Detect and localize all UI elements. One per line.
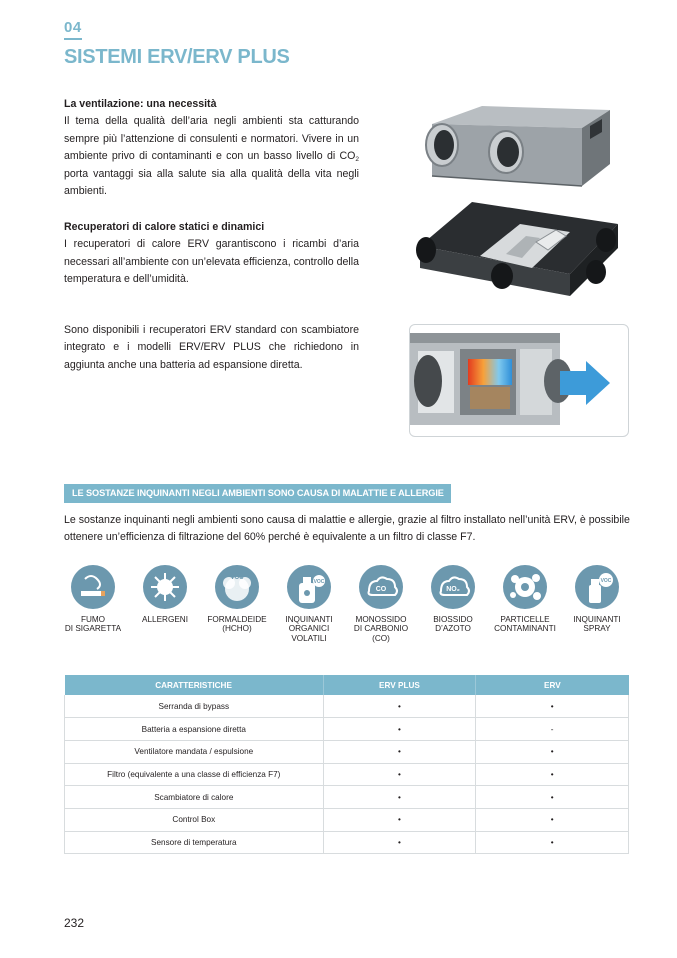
section-number: 04 [64,19,82,36]
pollutant-label: INQUINANTI ORGANICI VOLATILI [285,615,333,643]
no2-icon [431,565,475,609]
pollutant-label: INQUINANTI SPRAY [573,615,621,634]
erv-cutaway-drawing [410,325,629,437]
table-row [65,786,629,809]
formaldehyde-icon [215,565,259,609]
pollutant-item-voc [269,565,349,643]
header-features: CARATTERISTICHE [65,675,324,695]
paragraph-text-continued: porta vantaggi sia alla salute sia alla qualità della vita negli ambienti. [64,167,359,198]
erv-unit-image [410,102,620,188]
header-erv-plus: ERV PLUS [323,675,476,695]
erv-cell: • [476,831,629,854]
table-row [65,740,629,763]
erv-plus-cell: • [323,808,476,831]
pollutant-label: PARTICELLE CONTAMINANTI [494,615,556,634]
table-row [65,831,629,854]
paragraph-title: Recuperatori di calore statici e dinamici [64,221,265,233]
erv-plus-cell: • [323,786,476,809]
feature-cell: Scambiatore di calore [65,786,324,809]
pollutants-intro-text: Le sostanze inquinanti negli ambienti sono causa di malattie e allergie, grazie al filtro installato nell’unità ERV, è possibile ottenere un’efficienza di filtrazione del 60% perché è equivalente a un filtro di classe F7. [64,514,630,544]
paragraph-text: I recuperatori di calore ERV garantiscono i ricambi d’aria necessari all’ambiente con un’elevata efficienza, controllo della temperatura e dell’umidità. [64,238,359,286]
table-row [65,718,629,741]
pollutant-label: MONOSSIDO DI CARBONIO (CO) [353,615,409,643]
table-row [65,763,629,786]
erv-cell: - [476,718,629,741]
pollutant-label: ALLERGENI [142,615,188,624]
erv-cell: • [476,695,629,718]
table-row [65,808,629,831]
voc-badge: VOC [230,575,244,581]
erv-cell: • [476,786,629,809]
co2-subscript: 2 [355,156,359,164]
features-table [64,675,629,854]
paragraph-ventilation [64,96,359,200]
erv-plus-cell: • [323,718,476,741]
co-icon [359,565,403,609]
pollutant-label: FORMALDEIDE (HCHO) [207,615,267,634]
erv-open-unit-image [410,196,623,301]
particles-icon [503,565,547,609]
feature-cell: Ventilatore mandata / espulsione [65,740,324,763]
pollutant-item-particles [485,565,565,634]
pollutant-item-co [341,565,421,643]
section-number-underline [64,38,82,40]
feature-cell: Batteria a espansione diretta [65,718,324,741]
erv-plus-cell: • [323,740,476,763]
erv-cell: • [476,740,629,763]
paragraph-available-models [64,322,359,374]
voc-badge: VOC [313,579,325,585]
erv-plus-cell: • [323,695,476,718]
pollutant-label: FUMO DI SIGARETTA [64,615,122,634]
pollutants-banner: LE SOSTANZE INQUINANTI NEGLI AMBIENTI SONO CAUSA DI MALATTIE E ALLERGIE [64,484,451,503]
pollutant-item-spray [557,565,637,634]
voc-icon [287,565,331,609]
header-erv: ERV [476,675,629,695]
feature-cell: Serranda di bypass [65,695,324,718]
pollutant-item-no2 [413,565,493,634]
allergen-icon [143,565,187,609]
paragraph-heat-recovery [64,219,359,289]
erv-plus-cell: • [323,831,476,854]
erv-plus-cell: • [323,763,476,786]
table-row [65,695,629,718]
paragraph-title: La ventilazione: una necessità [64,98,217,110]
page-number: 232 [64,916,85,930]
feature-cell: Filtro (equivalente a una classe di efficienza F7) [65,763,324,786]
no2-badge: NO₂ [446,586,460,593]
pollutant-item-formaldehyde [197,565,277,634]
pollutant-item-allergens [125,565,205,624]
erv-cell: • [476,763,629,786]
erv-cell: • [476,808,629,831]
spray-icon [575,565,619,609]
co-badge: CO [375,586,387,593]
pollutant-item-cigarette [53,565,133,634]
feature-cell: Control Box [65,808,324,831]
paragraph-text: Sono disponibili i recuperatori ERV standard con scambiatore integrato e i modelli ERV/ERV PLUS che richiedono in aggiunta anche una batteria ad espansione diretta. [64,324,359,371]
cigarette-icon [71,565,115,609]
page-title: SISTEMI ERV/ERV PLUS [64,46,290,68]
feature-cell: Sensore di temperatura [65,831,324,854]
voc-badge: VOC [600,578,612,584]
table-header-row [65,675,629,695]
pollutant-label: BIOSSIDO D’AZOTO [433,615,473,634]
paragraph-text: Il tema della qualità dell’aria negli ambienti sta catturando sempre più l’attenzione di consulenti e normatori. Vivere in un ambiente privo di contaminanti e con un basso livello di CO [64,115,359,163]
erv-cutaway-image [409,324,629,437]
